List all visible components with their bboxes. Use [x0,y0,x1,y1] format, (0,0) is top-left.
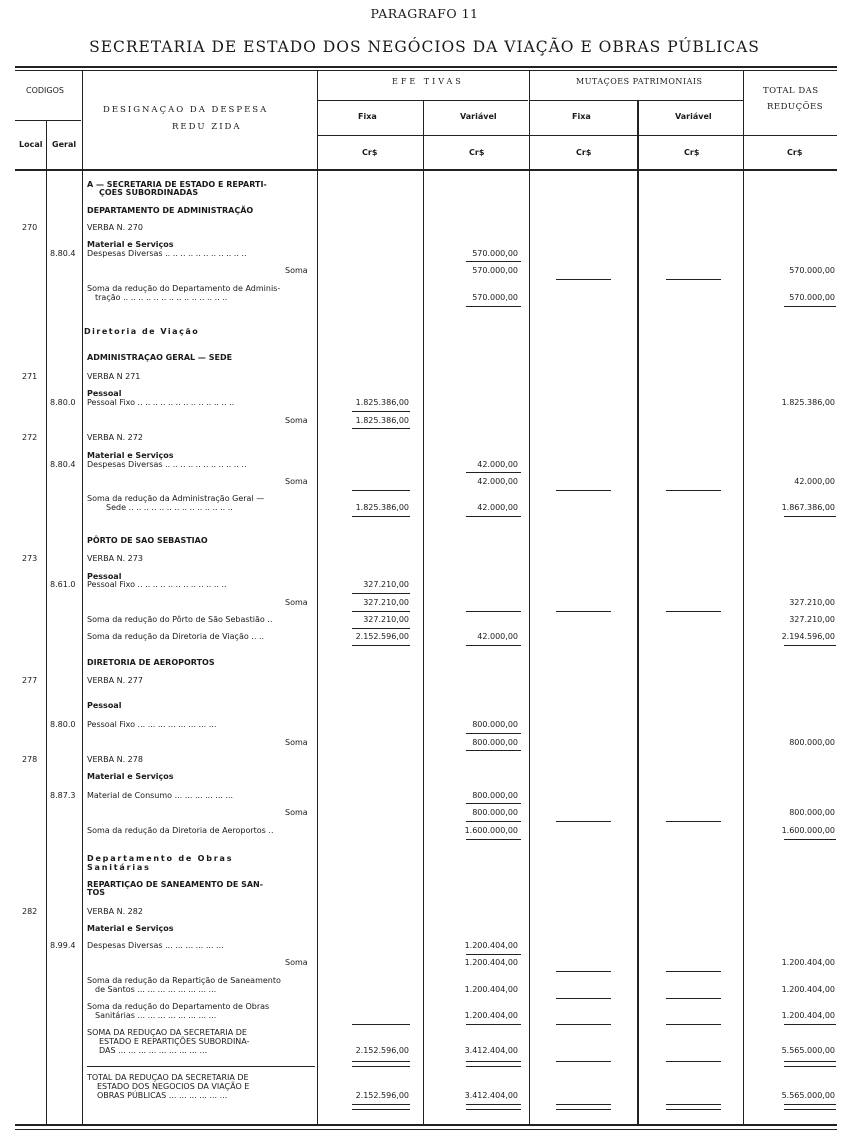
value-variavel: 42.000,00 [477,460,518,469]
codigos-rule [15,120,81,121]
sum-rule [556,821,611,822]
sum-rule [466,472,521,473]
sum-rule [466,306,521,307]
col-rule-total [743,70,744,1124]
geral-code: 8.80.4 [50,460,76,469]
sum-rule [666,971,721,972]
subtotal-label-2: Sede .. .. .. .. .. .. .. .. .. .. .. .. .. .. [106,503,233,512]
header-codigos: CODIGOS [26,86,64,95]
geral-code: 8.99.4 [50,941,76,950]
subtotal-label: Soma da redução da Repartição de Saneamento [87,976,281,985]
verba-label: VERBA N. 270 [87,223,143,232]
col-rule-variavel [423,100,424,1124]
value-variavel: 42.000,00 [477,477,518,486]
header-fixa: Fixa [358,112,377,121]
sum-rule [466,1061,521,1062]
section-title-2: ÇOES SUBORDINADAS [99,188,199,197]
value-total: 1.825.386,00 [781,398,835,407]
line-item: Pessoal Fixo .. .. .. .. .. .. .. .. .. .. .. .. .. [87,398,235,407]
sum-rule [556,279,611,280]
value-variavel: 1.200.404,00 [464,1011,518,1020]
subtotal-label-2: Sanitárias ... ... ... ... ... ... ... ... [95,1011,217,1020]
sum-rule [556,971,611,972]
sum-rule [784,1104,836,1105]
value-variavel: 42.000,00 [477,632,518,641]
sum-rule [666,1024,721,1025]
soma-label: Soma [285,958,308,967]
sum-rule [666,1061,721,1062]
sum-rule [466,803,521,804]
sum-rule [666,1104,721,1105]
col-rule-fixa [317,70,318,1124]
dept-title-2: TOS [87,888,106,897]
sum-rule [666,998,721,999]
col-rule-mut-variavel [637,100,639,1124]
subtotal-label-2: de Santos ... ... ... ... ... ... ... ... [95,985,217,994]
sum-rule [556,1024,611,1025]
sum-rule [466,1104,521,1105]
value-variavel: 3.412.404,00 [464,1091,518,1100]
verba-label: VERBA N. 272 [87,433,143,442]
verba-label: VERBA N. 278 [87,755,143,764]
sum-rule [466,733,521,734]
category-label: Pessoal [87,389,122,398]
table-top-rule [15,66,837,68]
grand-subtotal-label-2: ESTADO E REPARTIÇÕES SUBORDINA- [99,1037,250,1046]
header-efetivas: EFE TIVAS [392,77,464,86]
sum-rule [466,821,521,822]
category-label: Material e Serviços [87,240,174,249]
local-code: 272 [22,433,38,442]
subtotal-label: Soma da redução do Pôrto de São Sebastião .. [87,615,273,624]
header-currency-mut-fixa: Cr$ [576,148,592,157]
grand-total-label-2: ESTADO DOS NEGOCIOS DA VIAÇÃO E [97,1082,250,1091]
sum-rule [556,1061,611,1062]
sum-rule [666,611,721,612]
sum-rule [556,1104,611,1105]
table-bottom-rule-2 [15,1129,837,1130]
geral-code: 8.80.0 [50,398,76,407]
verba-label: VERBA N. 277 [87,676,143,685]
sum-rule [784,645,836,646]
value-fixa: 1.825.386,00 [355,503,409,512]
local-code: 271 [22,372,38,381]
grand-total-label: TOTAL DA REDUÇAO DA SECRETARIA DE [87,1073,249,1082]
value-fixa: 2.152.596,00 [355,1046,409,1055]
header-local: Local [19,140,43,149]
header-currency-fixa: Cr$ [362,148,378,157]
line-item: Pessoal Fixo ... ... ... ... ... ... ... ... [87,720,217,729]
header-currency-mut-variavel: Cr$ [684,148,700,157]
table-top-rule-2 [15,70,837,71]
subtotal-label: Soma da redução da Diretoria de Viação .. .. [87,632,265,641]
dept-title: DIRETORIA DE AEROPORTOS [87,658,215,667]
value-total: 1.600.000,00 [781,826,835,835]
value-fixa: 327.210,00 [363,598,409,607]
verba-label: VERBA N 271 [87,372,141,381]
value-total: 5.565.000,00 [781,1046,835,1055]
local-code: 277 [22,676,38,685]
dept-title: DEPARTAMENTO DE ADMINISTRAÇÃO [87,206,254,215]
sum-rule [466,261,521,262]
line-item: Despesas Diversas .. .. .. .. .. .. .. .. .. .. .. [87,249,247,258]
sum-rule [666,490,721,491]
header-currency-variavel: Cr$ [469,148,485,157]
sum-rule [784,1066,836,1067]
col-rule-mutacoes [529,70,530,1124]
sum-rule [556,611,611,612]
value-fixa: 2.152.596,00 [355,1091,409,1100]
value-variavel: 1.200.404,00 [464,985,518,994]
value-total: 570.000,00 [789,266,835,275]
value-total: 1.200.404,00 [781,958,835,967]
sum-rule [784,1024,836,1025]
header-total-2: REDUÇÕES [767,102,824,112]
sum-rule [352,1104,410,1105]
value-variavel: 3.412.404,00 [464,1046,518,1055]
header-currency-total: Cr$ [787,148,803,157]
soma-label: Soma [285,808,308,817]
soma-label: Soma [285,266,308,275]
subtotal-label: Soma da redução do Departamento de Adminis- [87,284,281,293]
geral-code: 8.61.0 [50,580,76,589]
sum-rule [466,1109,521,1110]
verba-label: VERBA N. 273 [87,554,143,563]
header-bottom-rule [15,169,837,171]
page-title: SECRETARIA DE ESTADO DOS NEGÓCIOS DA VIAÇÃO E OBRAS PÚBLICAS [89,38,760,56]
sum-rule [784,1061,836,1062]
value-total: 5.565.000,00 [781,1091,835,1100]
category-label: Material e Serviços [87,451,174,460]
sum-rule [784,306,836,307]
grand-subtotal-label-3: DAS ... ... ... ... ... ... ... ... ... [99,1046,208,1055]
sum-rule [352,628,410,629]
value-variavel: 800.000,00 [472,720,518,729]
directorate-title-2: Sanitárias [87,863,151,872]
value-variavel: 570.000,00 [472,249,518,258]
sum-rule [666,821,721,822]
sum-rule [556,1109,611,1110]
header-mut-variavel: Variável [675,112,712,121]
value-total: 2.194.596,00 [781,632,835,641]
local-code: 270 [22,223,38,232]
sum-rule [352,1066,410,1067]
category-label: Material e Serviços [87,924,174,933]
soma-label: Soma [285,598,308,607]
value-variavel: 800.000,00 [472,791,518,800]
soma-label: Soma [285,477,308,486]
value-variavel: 800.000,00 [472,808,518,817]
geral-code: 8.87.3 [50,791,76,800]
sum-rule [466,1066,521,1067]
dept-title: PÔRTO DE SAO SEBASTIAO [87,536,208,545]
dept-title: REPARTIÇAO DE SANEAMENTO DE SAN- [87,880,264,889]
subtotal-label-2: tração .. .. .. .. .. .. .. .. .. .. .. .. .. .. [95,293,228,302]
directorate-title: Departamento de Obras [87,854,234,863]
line-item: Despesas Diversas .. .. .. .. .. .. .. .. .. .. .. [87,460,247,469]
sum-rule [556,490,611,491]
header-designacao-2: REDU ZIDA [172,122,242,132]
value-total: 327.210,00 [789,598,835,607]
sum-rule [466,611,521,612]
sum-rule [352,1061,410,1062]
sum-rule [784,839,836,840]
sum-rule [352,411,410,412]
sum-rule [352,516,410,517]
value-total: 1.200.404,00 [781,1011,835,1020]
category-label: Material e Serviços [87,772,174,781]
geral-code: 8.80.4 [50,249,76,258]
value-total: 42.000,00 [794,477,835,486]
sum-rule [466,839,521,840]
sum-rule [352,593,410,594]
section-title: A — SECRETARIA DE ESTADO E REPARTI- [87,180,267,189]
value-total: 1.867.386,00 [781,503,835,512]
grand-subtotal-label: SOMA DA REDUÇAO DA SECRETARIA DE [87,1028,247,1037]
local-code: 273 [22,554,38,563]
subtotal-label: Soma da redução do Departamento de Obras [87,1002,270,1011]
sum-rule [352,1109,410,1110]
sum-rule [784,1109,836,1110]
category-label: Pessoal [87,701,122,710]
sum-rule [784,516,836,517]
currency-rule [318,135,837,136]
sum-rule [466,645,521,646]
sum-rule [352,1024,410,1025]
dept-title: ADMINISTRAÇAO GERAL — SEDE [87,353,233,362]
soma-label: Soma [285,738,308,747]
geral-code: 8.80.0 [50,720,76,729]
value-variavel: 570.000,00 [472,266,518,275]
sum-rule [466,1024,521,1025]
header-mut-fixa: Fixa [572,112,591,121]
subtotal-label: Soma da redução da Diretoria de Aeroportos .. [87,826,274,835]
soma-label: Soma [285,416,308,425]
col-rule-geral [82,70,83,1124]
value-total: 800.000,00 [789,808,835,817]
value-variavel: 1.200.404,00 [464,941,518,950]
value-fixa: 327.210,00 [363,580,409,589]
line-item: Material de Consumo ... ... ... ... ... ... [87,791,234,800]
verba-label: VERBA N. 282 [87,907,143,916]
sum-rule [87,1066,315,1067]
value-variavel: 1.200.404,00 [464,958,518,967]
value-variavel: 570.000,00 [472,293,518,302]
table-bottom-rule [15,1124,837,1126]
sum-rule [352,428,410,429]
header-mutacoes: MUTAÇOES PATRIMONIAIS [576,77,703,86]
sum-rule [556,998,611,999]
category-label: Pessoal [87,572,122,581]
value-variavel: 800.000,00 [472,738,518,747]
line-item: Despesas Diversas ... ... ... ... ... ... [87,941,224,950]
header-variavel: Variável [460,112,497,121]
grand-total-label-3: OBRAS PÚBLICAS ... ... ... ... ... ... [97,1091,228,1100]
value-total: 800.000,00 [789,738,835,747]
value-total: 570.000,00 [789,293,835,302]
local-code: 282 [22,907,38,916]
sum-rule [352,490,410,491]
col-rule-local [46,120,47,1124]
line-item: Pessoal Fixo .. .. .. .. .. .. .. .. .. .. .. .. [87,580,227,589]
value-fixa: 2.152.596,00 [355,632,409,641]
header-total: TOTAL DAS [763,86,819,96]
sum-rule [466,954,521,955]
value-total: 327.210,00 [789,615,835,624]
value-fixa: 1.825.386,00 [355,416,409,425]
value-fixa: 1.825.386,00 [355,398,409,407]
paragraph-heading: PARAGRAFO 11 [370,6,479,21]
local-code: 278 [22,755,38,764]
sum-rule [666,279,721,280]
directorate-title: Diretoria de Viação [84,327,200,336]
subtotal-label: Soma da redução da Administração Geral — [87,494,265,503]
header-designacao: DESIGNAÇAO DA DESPESA [103,105,269,115]
sum-rule [466,516,521,517]
value-total: 1.200.404,00 [781,985,835,994]
sum-rule [352,645,410,646]
value-fixa: 327.210,00 [363,615,409,624]
sum-rule [666,1109,721,1110]
sum-rule [466,750,521,751]
value-variavel: 42.000,00 [477,503,518,512]
header-geral: Geral [52,140,77,149]
value-variavel: 1.600.000,00 [464,826,518,835]
sum-rule [352,611,410,612]
